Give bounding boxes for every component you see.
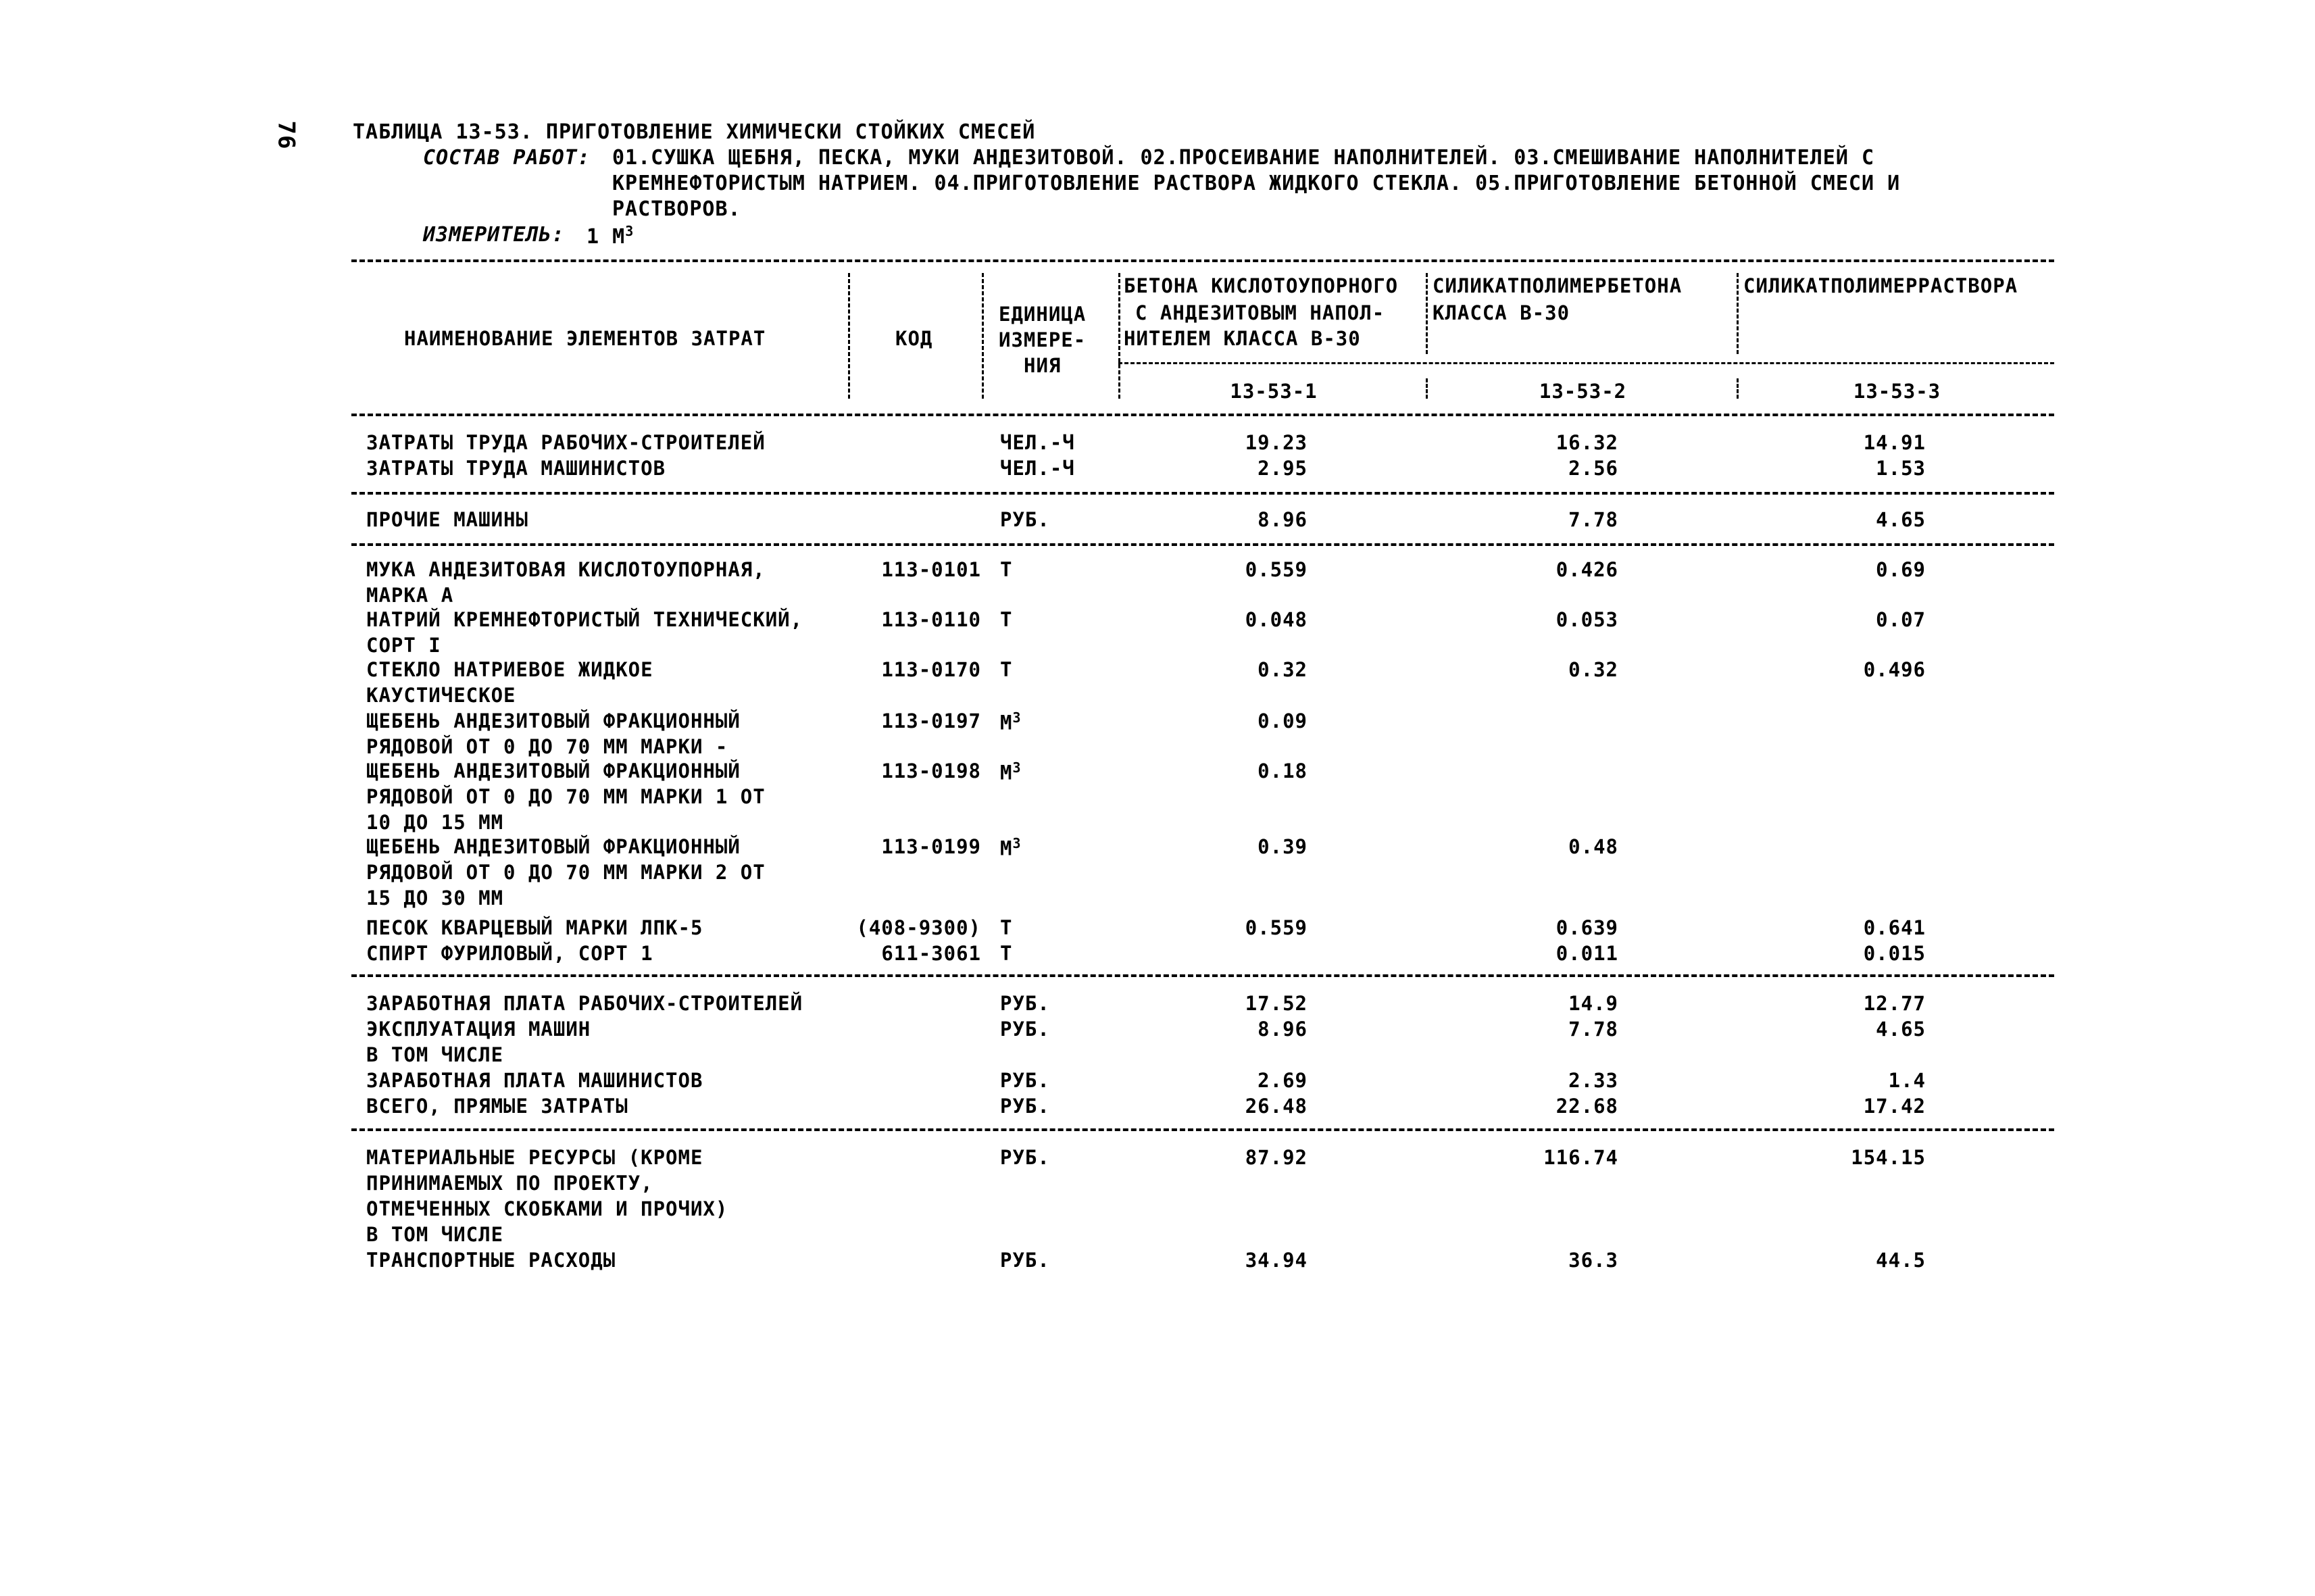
row-value-col3: 44.5 — [1876, 1249, 1926, 1272]
header-code-col3: 13-53-3 — [1853, 380, 1941, 403]
row-unit: РУБ. — [1000, 508, 1050, 531]
header-col1-line: БЕТОНА КИСЛОТОУПОРНОГО — [1124, 274, 1399, 297]
row-value-col1: 0.39 — [1258, 835, 1308, 858]
row-unit: РУБ. — [1000, 1146, 1050, 1169]
row-unit: РУБ. — [1000, 1069, 1050, 1092]
header-unit-line: ЕДИНИЦА — [999, 303, 1087, 326]
row-value-col3: 0.641 — [1863, 916, 1926, 939]
row-unit: ЧЕЛ.-Ч — [1000, 431, 1075, 454]
row-name: ЗАРАБОТНАЯ ПЛАТА МАШИНИСТОВ — [366, 1069, 703, 1092]
row-value-col2: 2.33 — [1568, 1069, 1618, 1092]
row-value-col1: 8.96 — [1258, 508, 1308, 531]
row-name: ПРОЧИЕ МАШИНЫ — [366, 508, 528, 531]
group-rule — [351, 1128, 2054, 1131]
header-separator — [1426, 378, 1428, 399]
row-unit: $М^3$ — [1000, 759, 1022, 784]
row-name: ЩЕБЕНЬ АНДЕЗИТОВЫЙ ФРАКЦИОННЫЙ — [366, 759, 741, 782]
row-value-col3: 0.496 — [1863, 658, 1926, 681]
row-code: 113-0170 — [881, 658, 981, 681]
row-value-col3: 14.91 — [1863, 431, 1926, 454]
row-value-col1: 87.92 — [1245, 1146, 1308, 1169]
row-unit: Т — [1000, 916, 1013, 939]
row-code: 611-3061 — [881, 942, 981, 965]
row-unit: РУБ. — [1000, 992, 1050, 1015]
row-code: 113-0199 — [881, 835, 981, 858]
row-name: ВСЕГО, ПРЯМЫЕ ЗАТРАТЫ — [366, 1095, 628, 1118]
header-bottom-rule — [351, 414, 2054, 416]
row-value-col2: 0.639 — [1555, 916, 1618, 939]
row-value-col3: 1.4 — [1888, 1069, 1926, 1092]
work-composition-line-2: КРЕМНЕФТОРИСТЫМ НАТРИЕМ. 04.ПРИГОТОВЛЕНИЕ РАСТВОРА ЖИДКОГО СТЕКЛА. 05.ПРИГОТОВЛЕНИЕ БЕТОННОЙ СМЕСИ И — [612, 172, 1901, 195]
row-name: 10 ДО 15 ММ — [366, 811, 504, 834]
row-value-col3: 0.69 — [1876, 558, 1926, 581]
row-name: ЩЕБЕНЬ АНДЕЗИТОВЫЙ ФРАКЦИОННЫЙ — [366, 709, 741, 732]
row-name: НАТРИЙ КРЕМНЕФТОРИСТЫЙ ТЕХНИЧЕСКИЙ, — [366, 608, 803, 631]
measure-value: 1 $М^3$ — [587, 223, 634, 249]
header-separator — [1118, 273, 1120, 399]
row-unit: РУБ. — [1000, 1018, 1050, 1041]
row-name: СПИРТ ФУРИЛОВЫЙ, СОРТ 1 — [366, 942, 653, 965]
row-name: РЯДОВОЙ ОТ 0 ДО 70 ММ МАРКИ - — [366, 735, 728, 758]
row-code: (408-9300) — [856, 916, 981, 939]
row-value-col2: 16.32 — [1555, 431, 1618, 454]
table-title: ТАБЛИЦА 13-53. ПРИГОТОВЛЕНИЕ ХИМИЧЕСКИ СТОЙКИХ СМЕСЕЙ — [353, 120, 1036, 144]
row-value-col2: 0.32 — [1568, 658, 1618, 681]
row-name: ОТМЕЧЕННЫХ СКОБКАМИ И ПРОЧИХ) — [366, 1197, 728, 1220]
row-value-col1: 26.48 — [1245, 1095, 1308, 1118]
row-value-col2: 22.68 — [1555, 1095, 1618, 1118]
row-name: МАТЕРИАЛЬНЫЕ РЕСУРСЫ (КРОМЕ — [366, 1146, 703, 1169]
row-name: ПРИНИМАЕМЫХ ПО ПРОЕКТУ, — [366, 1172, 653, 1195]
row-value-col1: 0.048 — [1245, 608, 1308, 631]
row-value-col2: 36.3 — [1568, 1249, 1618, 1272]
row-value-col1: 0.09 — [1258, 709, 1308, 732]
group-rule — [351, 543, 2054, 546]
header-name: НАИМЕНОВАНИЕ ЭЛЕМЕНТОВ ЗАТРАТ — [404, 327, 766, 350]
row-code: 113-0110 — [881, 608, 981, 631]
row-name: РЯДОВОЙ ОТ 0 ДО 70 ММ МАРКИ 2 ОТ — [366, 861, 766, 884]
header-separator — [982, 273, 984, 399]
row-name: ЩЕБЕНЬ АНДЕЗИТОВЫЙ ФРАКЦИОННЫЙ — [366, 835, 741, 858]
row-code: 113-0197 — [881, 709, 981, 732]
row-value-col2: 14.9 — [1568, 992, 1618, 1015]
row-value-col1: 0.32 — [1258, 658, 1308, 681]
header-col2-line: КЛАССА В-30 — [1433, 301, 1570, 324]
row-value-col2: 2.56 — [1568, 457, 1618, 480]
row-name: ЭКСПЛУАТАЦИЯ МАШИН — [366, 1018, 591, 1041]
group-rule — [351, 974, 2054, 977]
header-col3-line: СИЛИКАТПОЛИМЕРРАСТВОРА — [1743, 274, 2018, 297]
row-value-col2: 0.426 — [1555, 558, 1618, 581]
header-separator — [848, 273, 850, 399]
row-value-col1: 17.52 — [1245, 992, 1308, 1015]
row-name: В ТОМ ЧИСЛЕ — [366, 1223, 504, 1246]
row-value-col1: 8.96 — [1258, 1018, 1308, 1041]
row-name: ПЕСОК КВАРЦЕВЫЙ МАРКИ ЛПК-5 — [366, 916, 703, 939]
row-value-col1: 0.18 — [1258, 759, 1308, 782]
row-value-col3: 17.42 — [1863, 1095, 1926, 1118]
row-unit: РУБ. — [1000, 1249, 1050, 1272]
row-name: ТРАНСПОРТНЫЕ РАСХОДЫ — [366, 1249, 616, 1272]
row-value-col2: 0.053 — [1555, 608, 1618, 631]
row-value-col3: 12.77 — [1863, 992, 1926, 1015]
row-value-col1: 0.559 — [1245, 916, 1308, 939]
header-mid-rule — [1118, 362, 2054, 364]
header-separator — [1426, 273, 1428, 354]
work-composition-line-1: 01.СУШКА ЩЕБНЯ, ПЕСКА, МУКИ АНДЕЗИТОВОЙ. 02.ПРОСЕИВАНИЕ НАПОЛНИТЕЛЕЙ. 03.СМЕШИВАНИЕ НАПОЛНИТЕЛЕЙ С — [612, 146, 1875, 170]
header-code: КОД — [895, 327, 933, 350]
row-value-col2: 7.78 — [1568, 508, 1618, 531]
row-value-col1: 2.95 — [1258, 457, 1308, 480]
header-col1-line: НИТЕЛЕМ КЛАССА В-30 — [1124, 327, 1361, 350]
header-code-col1: 13-53-1 — [1230, 380, 1318, 403]
row-value-col2: 7.78 — [1568, 1018, 1618, 1041]
row-value-col1: 0.559 — [1245, 558, 1308, 581]
row-name: 15 ДО 30 ММ — [366, 887, 504, 909]
row-value-col3: 154.15 — [1851, 1146, 1926, 1169]
row-value-col3: 0.07 — [1876, 608, 1926, 631]
header-unit-line: ИЗМЕРЕ- — [999, 328, 1087, 351]
row-unit: Т — [1000, 942, 1013, 965]
header-separator — [1737, 378, 1739, 399]
header-code-col2: 13-53-2 — [1539, 380, 1627, 403]
page-number: 76 — [272, 120, 300, 150]
row-name: В ТОМ ЧИСЛЕ — [366, 1043, 504, 1066]
row-name: ЗАТРАТЫ ТРУДА МАШИНИСТОВ — [366, 457, 666, 480]
row-value-col2: 0.011 — [1555, 942, 1618, 965]
header-separator — [1737, 273, 1739, 354]
row-name: РЯДОВОЙ ОТ 0 ДО 70 ММ МАРКИ 1 ОТ — [366, 785, 766, 808]
row-name: ЗАТРАТЫ ТРУДА РАБОЧИХ-СТРОИТЕЛЕЙ — [366, 431, 766, 454]
row-unit: $М^3$ — [1000, 709, 1022, 734]
header-top-rule — [351, 259, 2054, 262]
row-code: 113-0198 — [881, 759, 981, 782]
work-composition-line-3: РАСТВОРОВ. — [612, 197, 741, 221]
group-rule — [351, 492, 2054, 495]
row-value-col1: 19.23 — [1245, 431, 1308, 454]
row-value-col1: 2.69 — [1258, 1069, 1308, 1092]
row-name: МАРКА А — [366, 584, 454, 607]
header-col1-line: С АНДЕЗИТОВЫМ НАПОЛ- — [1135, 301, 1385, 324]
row-code: 113-0101 — [881, 558, 981, 581]
row-value-col3: 1.53 — [1876, 457, 1926, 480]
row-name: КАУСТИЧЕСКОЕ — [366, 684, 516, 707]
row-name: СТЕКЛО НАТРИЕВОЕ ЖИДКОЕ — [366, 658, 653, 681]
row-unit: $М^3$ — [1000, 835, 1022, 860]
row-value-col3: 4.65 — [1876, 1018, 1926, 1041]
measure-label: ИЗМЕРИТЕЛЬ: — [423, 223, 565, 247]
header-col2-line: СИЛИКАТПОЛИМЕРБЕТОНА — [1433, 274, 1683, 297]
row-value-col1: 34.94 — [1245, 1249, 1308, 1272]
row-unit: ЧЕЛ.-Ч — [1000, 457, 1075, 480]
row-name: ЗАРАБОТНАЯ ПЛАТА РАБОЧИХ-СТРОИТЕЛЕЙ — [366, 992, 803, 1015]
row-unit: Т — [1000, 608, 1013, 631]
row-value-col2: 116.74 — [1543, 1146, 1618, 1169]
row-name: СОРТ I — [366, 634, 441, 657]
header-unit-line: НИЯ — [1024, 354, 1062, 377]
work-composition-label: СОСТАВ РАБОТ: — [423, 146, 591, 170]
row-unit: РУБ. — [1000, 1095, 1050, 1118]
row-unit: Т — [1000, 558, 1013, 581]
row-value-col2: 0.48 — [1568, 835, 1618, 858]
row-name: МУКА АНДЕЗИТОВАЯ КИСЛОТОУПОРНАЯ, — [366, 558, 766, 581]
row-value-col3: 4.65 — [1876, 508, 1926, 531]
row-unit: Т — [1000, 658, 1013, 681]
row-value-col3: 0.015 — [1863, 942, 1926, 965]
